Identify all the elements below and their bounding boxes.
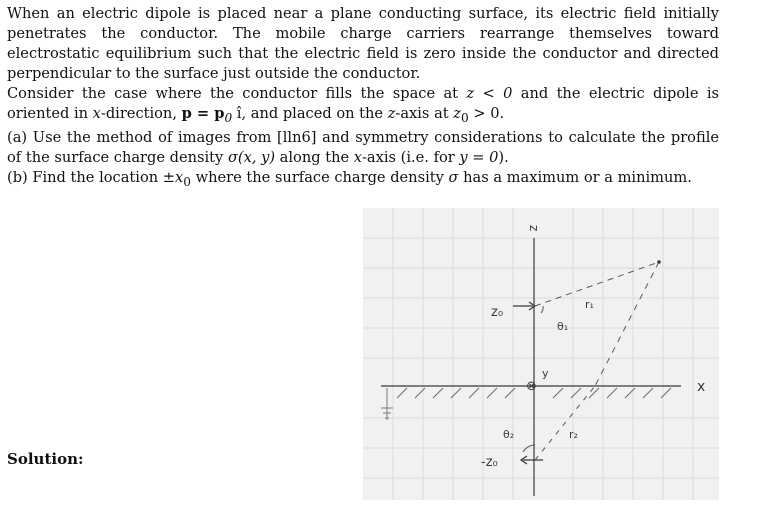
theta1-label: θ₁: [557, 320, 569, 333]
r2-line: [535, 386, 595, 460]
field-point-line: [595, 262, 659, 386]
setup-z0-sub: 0: [460, 110, 469, 125]
setup-condition: z < 0: [466, 85, 513, 102]
theta1-arc: [541, 306, 543, 313]
z0-label: z₀: [491, 305, 504, 320]
part-a-x: x: [353, 148, 362, 166]
part-a-text-1: (a) Use the method of images from [lln6] and symmetry considerations to calculate the profile of the surface charge density: [7, 128, 719, 166]
y-axis-label: y: [542, 367, 549, 380]
setup-text-2: and the electric dipole is oriented in: [7, 85, 719, 122]
setup-p-sub: 0: [224, 110, 233, 125]
sketch-svg: [363, 208, 719, 500]
dipole-image-sketch: [363, 208, 719, 500]
part-a-y: y = 0: [459, 148, 499, 166]
setup-text-3: -direction,: [100, 105, 182, 122]
problem-intro: When an electric dipole is placed near a plane conducting surface, its electric field initially penetrates the conductor. The mobile charge carriers rearrange themselves toward electrostatic equilibrium such that the electric field is zero inside the conductor and directed perpendicular to the surface just outside the conductor.: [7, 5, 719, 82]
part-a-text-3: -axis (i.e. for: [362, 148, 460, 166]
setup-x: x: [92, 105, 101, 122]
problem-statement: [7, 4, 719, 192]
part-b-text-2: where the surface charge density: [190, 168, 449, 186]
setup-p: p = p: [181, 105, 225, 122]
part-a-text-4: ).: [498, 148, 509, 166]
r1-label: r₁: [585, 298, 594, 311]
grid-lines: [363, 208, 719, 500]
minus-z0-label: -z₀: [481, 455, 498, 470]
setup-z: z: [387, 105, 396, 122]
setup-z0: z: [453, 105, 461, 122]
part-a-text-2: along the: [275, 148, 354, 166]
theta2-label: θ₂: [503, 428, 515, 441]
part-b-x0: x: [175, 168, 184, 186]
origin-marker: ⊗: [526, 379, 537, 394]
part-b-text-1: (b) Find the location ±: [7, 168, 175, 186]
setup-text-1: Consider the case where the conductor fills the space at: [7, 85, 467, 102]
part-a-sigma: σ(x, y): [227, 148, 276, 166]
solution-label: Solution:: [7, 450, 84, 468]
setup-text-4: î, and placed on the: [232, 105, 388, 122]
r1-line: [535, 262, 659, 306]
ground-symbol: [381, 388, 393, 420]
setup-text-5: -axis at: [395, 105, 454, 122]
problem-setup: [7, 84, 719, 128]
part-b-sigma: σ: [448, 168, 459, 186]
z-axis-label: z: [527, 225, 541, 232]
r2-label: r₂: [569, 428, 578, 441]
setup-text-6: > 0.: [468, 105, 505, 122]
problem-part-b: [7, 168, 719, 192]
part-b-text-3: has a maximum or a minimum.: [458, 168, 692, 186]
problem-part-a: [7, 128, 719, 168]
x-axis-label: x: [697, 379, 706, 395]
part-b-x0-sub: 0: [183, 174, 191, 189]
field-point: [657, 260, 661, 264]
